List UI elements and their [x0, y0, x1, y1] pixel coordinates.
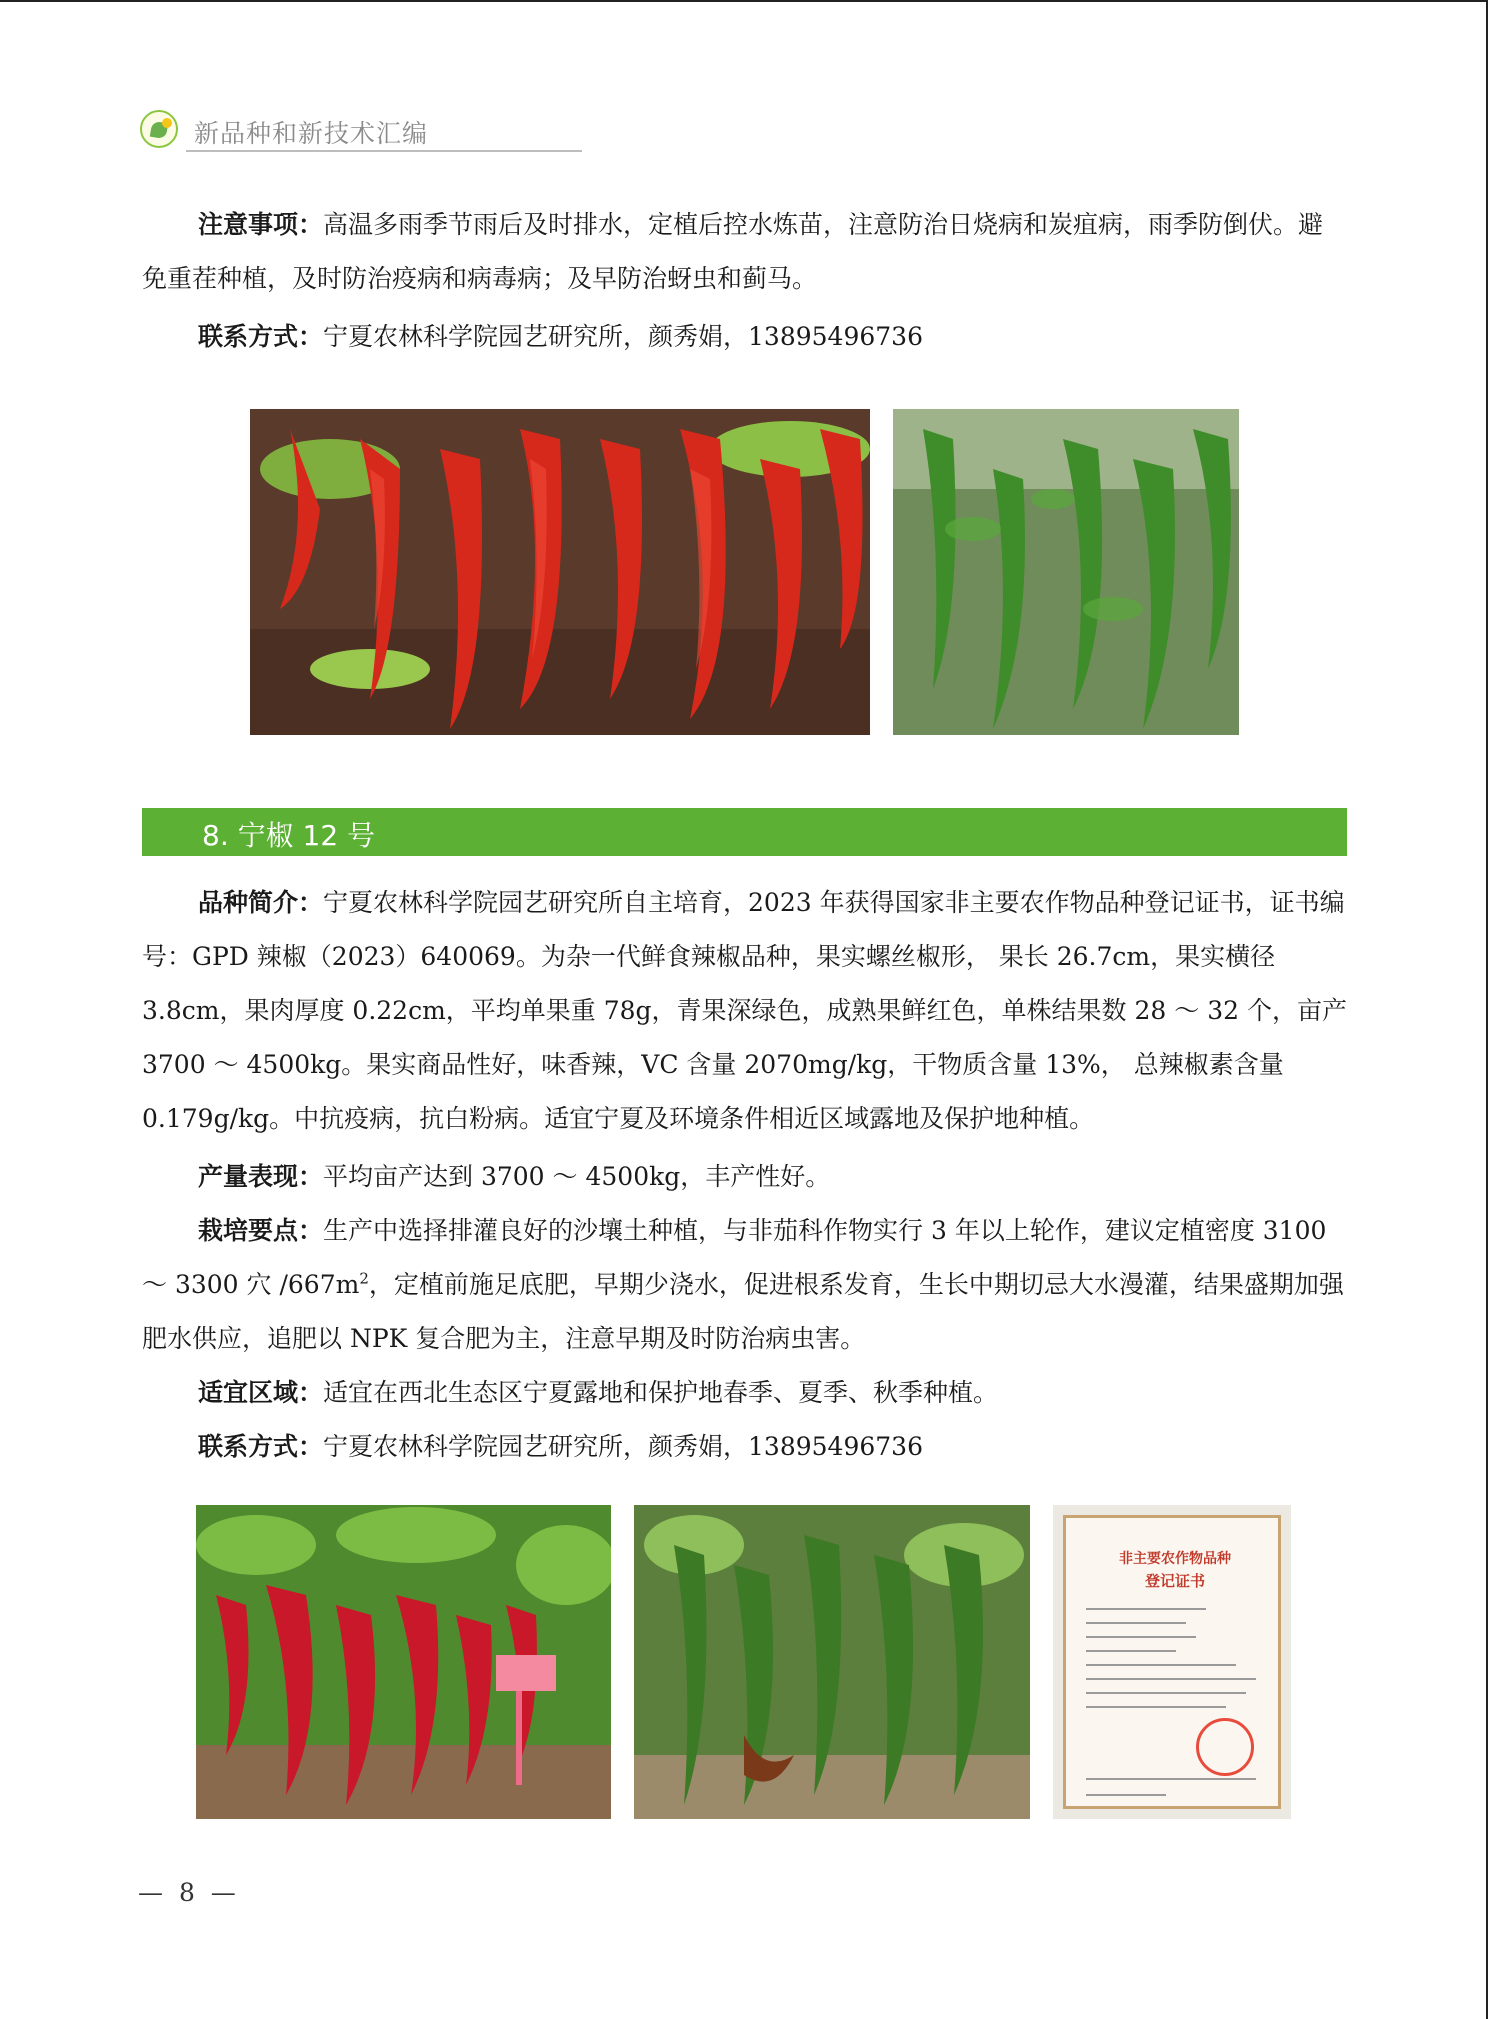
notes-paragraph	[142, 198, 1347, 306]
intro-paragraph	[142, 876, 1347, 1146]
yield-text: 平均亩产达到 3700 ～ 4500kg，丰产性好。	[323, 1162, 831, 1191]
certificate-title-line1: 非主要农作物品种	[1119, 1551, 1231, 1567]
cultivation-label: 栽培要点：	[198, 1216, 324, 1245]
cultivation-text-a: 生产中选择排灌良好的沙壤土种植，与非茄科作物实行 3 年以上轮作，建议定植密度 3100 ～ 3300 穴 /667m	[142, 1216, 1327, 1299]
cultivation-paragraph	[142, 1204, 1347, 1366]
certificate-title-line2: 登记证书	[1144, 1572, 1205, 1590]
notes-text: 高温多雨季节雨后及时排水，定植后控水炼苗，注意防治日烧病和炭疽病，雨季防倒伏。避免重茬种植，及时防治疫病和病毒病；及早防治蚜虫和蓟马。	[142, 210, 1324, 293]
certificate-frame	[1063, 1515, 1281, 1809]
red-pepper-photo	[250, 409, 870, 735]
header-underline	[186, 150, 582, 152]
intro-text: 宁夏农林科学院园艺研究所自主培育，2023 年获得国家非主要农作物品种登记证书，证书编号：GPD 辣椒（2023）640069。为杂一代鲜食辣椒品种，果实螺丝椒形， 果长 26.7cm，果实横径 3.8cm，果肉厚度 0.22cm，平均单果重 78g，青果深绿色，成熟果鲜红色，单株结果数 28 ～ 32 个，亩产 3700 ～ 4500kg。果实商品性好，味香辣，VC 含量 2070mg/kg，干物质含量 13%， 总辣椒素含量 0.179g/kg。中抗疫病，抗白粉病。适宜宁夏及环境条件相近区域露地及保护地种植。	[142, 888, 1347, 1133]
official-seal-icon	[1196, 1718, 1254, 1776]
region-paragraph	[142, 1366, 1347, 1420]
section-heading-bar	[142, 808, 1347, 856]
section-title: 8. 宁椒 12 号	[202, 819, 376, 852]
page-top-border	[0, 0, 1488, 2]
contact-label: 联系方式：	[198, 1432, 324, 1461]
header-title: 新品种和新技术汇编	[194, 119, 429, 148]
notes-label: 注意事项：	[198, 210, 324, 239]
running-header	[140, 110, 450, 154]
contact-text: 宁夏农林科学院园艺研究所，颜秀娟，13895496736	[323, 1432, 923, 1461]
intro-label: 品种简介：	[198, 888, 324, 917]
cultivation-text-b: ，定植前施足底肥，早期少浇水，促进根系发育，生长中期切忌大水漫灌，结果盛期加强肥水供应，追肥以 NPK 复合肥为主，注意早期及时防治病虫害。	[142, 1270, 1344, 1353]
yield-paragraph	[142, 1150, 1347, 1204]
registration-certificate-photo	[1053, 1505, 1291, 1819]
cultivation-superscript: 2	[359, 1269, 369, 1288]
red-pepper-field-photo	[196, 1505, 611, 1819]
prev-contact-paragraph	[142, 310, 1347, 364]
green-pepper-photo	[893, 409, 1239, 735]
prev-contact-label: 联系方式：	[198, 322, 324, 351]
prev-contact-text: 宁夏农林科学院园艺研究所，颜秀娟，13895496736	[323, 322, 923, 351]
region-label: 适宜区域：	[198, 1378, 324, 1407]
academy-logo-icon	[140, 110, 178, 148]
region-text: 适宜在西北生态区宁夏露地和保护地春季、夏季、秋季种植。	[323, 1378, 999, 1407]
page-number: — 8 —	[138, 1878, 240, 1907]
contact-paragraph	[142, 1420, 1347, 1474]
green-pepper-field-photo	[634, 1505, 1030, 1819]
yield-label: 产量表现：	[198, 1162, 324, 1191]
